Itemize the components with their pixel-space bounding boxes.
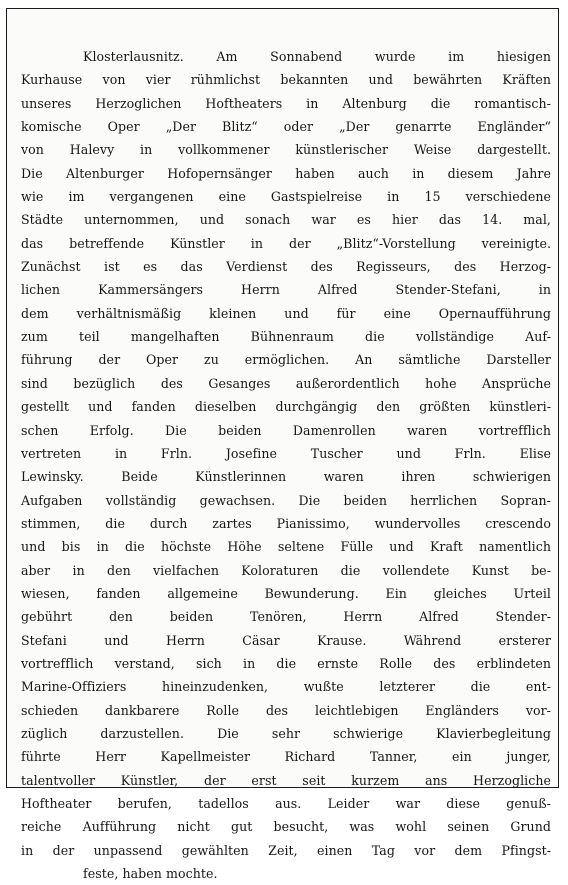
text-line: Aufgaben vollständig gewachsen. Die beiden herrlichen Sopran-	[21, 492, 551, 508]
text-line: gestellt und fanden dieselben durchgängig den größten künstleri-	[21, 399, 551, 415]
text-line: Lewinsky. Beide Künstlerinnen waren ihren schwierigen	[21, 469, 551, 485]
text-line: Marine-Offiziers hineinzudenken, wußte letzterer die ent-	[21, 679, 551, 695]
text-line: talentvoller Künstler, der erst seit kurzem ans Herzogliche	[21, 772, 551, 788]
text-line: Städte unternommen, und sonach war es hier das 14. mal,	[21, 212, 551, 228]
text-line: Stefani und Herrn Cäsar Krause. Während ersterer	[21, 632, 551, 648]
text-line: vertreten in Frln. Josefine Tuscher und Frln. Elise	[21, 445, 551, 461]
text-line: Hoftheater berufen, tadellos aus. Leider war diese genuß-	[21, 796, 551, 811]
text-line: komische Oper „Der Blitz“ oder „Der genarrte Engländer“	[21, 119, 551, 135]
text-line: schen Erfolg. Die beiden Damenrollen waren vortrefflich	[21, 422, 551, 438]
text-line: Klosterlausnitz. Am Sonnabend wurde im hiesigen	[83, 49, 551, 64]
text-line: feste, haben mochte.	[83, 866, 218, 882]
text-line: vortrefflich verstand, sich in die ernste Rolle des erblindeten	[21, 655, 551, 671]
text-line: wiesen, fanden allgemeine Bewunderung. Ein gleiches Urteil	[21, 585, 551, 601]
text-line: schieden dankbarere Rolle des leichtlebigen Engländers vor-	[21, 702, 551, 718]
text-line: Die Altenburger Hofopernsänger haben auch in diesem Jahre	[21, 165, 551, 181]
text-line: führung der Oper zu ermöglichen. An sämtliche Darsteller	[21, 352, 551, 368]
text-line: wie im vergangenen eine Gastspielreise in 15 verschiedene	[21, 189, 551, 205]
text-line: zum teil mangelhaften Bühnenraum die vollständige Auf-	[21, 329, 551, 345]
text-line: aber in den vielfachen Koloraturen die vollendete Kunst be-	[21, 562, 551, 578]
text-line: dem verhältnismäßig kleinen und für eine Opernaufführung	[21, 305, 551, 321]
text-line: gebührt den beiden Tenören, Herrn Alfred Stender-	[21, 609, 551, 625]
text-line: unseres Herzoglichen Hoftheaters in Altenburg die romantisch-	[21, 95, 551, 111]
newspaper-clipping	[6, 8, 559, 882]
text-line: in der unpassend gewählten Zeit, einen Tag vor dem Pfingst-	[21, 842, 551, 858]
text-line: reiche Aufführung nicht gut besucht, was wohl seinen Grund	[21, 819, 551, 835]
text-line: sind bezüglich des Gesanges außerordentlich hohe Ansprüche	[21, 375, 551, 391]
text-line: Kurhause von vier rühmlichst bekannten und bewährten Kräften	[21, 72, 551, 88]
text-line: das betreffende Künstler in der „Blitz“-Vorstellung vereinigte.	[21, 235, 551, 251]
text-line: Zunächst ist es das Verdienst des Regisseurs, des Herzog-	[21, 259, 551, 275]
text-line: lichen Kammersängers Herrn Alfred Stender-Stefani, in	[21, 282, 551, 298]
text-line: führte Herr Kapellmeister Richard Tanner, ein junger,	[21, 749, 551, 765]
text-line: stimmen, die durch zartes Pianissimo, wundervolles crescendo	[21, 515, 551, 531]
text-line: züglich darzustellen. Die sehr schwierige Klavierbegleitung	[21, 725, 551, 741]
article-text	[21, 45, 551, 885]
text-line: und bis in die höchste Höhe seltene Fülle und Kraft namentlich	[21, 539, 551, 555]
text-line: von Halevy in vollkommener künstlerischer Weise dargestellt.	[21, 142, 551, 158]
